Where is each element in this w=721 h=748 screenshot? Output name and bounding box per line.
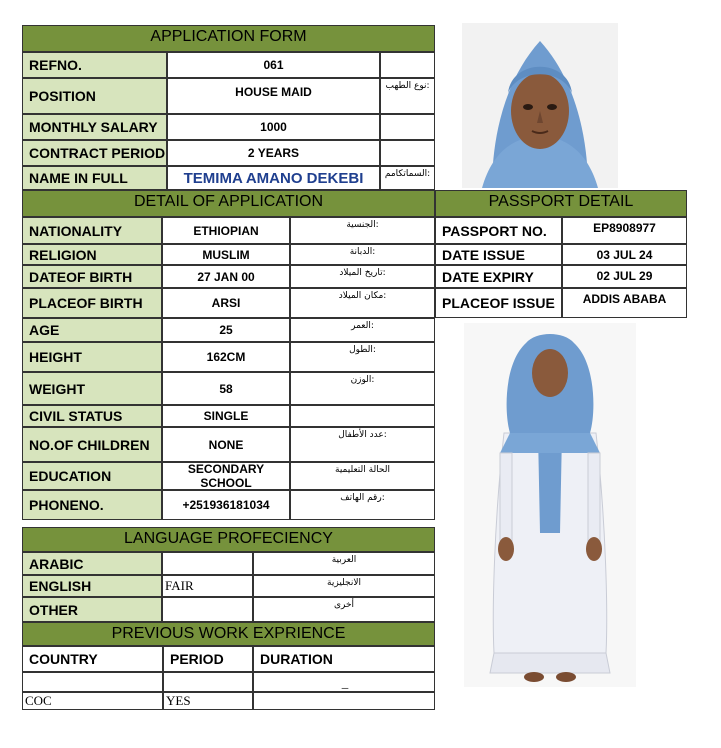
detail-label: EDUCATION: [22, 462, 162, 490]
language-label: OTHER: [22, 597, 162, 622]
language-value: [162, 552, 253, 575]
work-title: PREVIOUS WORK EXPRIENCE: [111, 625, 346, 642]
coc-extra-cell: [253, 692, 435, 710]
language-arabic: الانجليزية: [253, 575, 435, 597]
detail-value: 58: [162, 372, 290, 405]
detail-arabic: :مكان الميلاد: [290, 288, 435, 318]
detail-label: CIVIL STATUS: [22, 405, 162, 427]
portrait-illustration: [462, 23, 618, 188]
contract-value: 2 YEARS: [167, 140, 380, 166]
passport-value: 03 JUL 24: [562, 244, 687, 265]
work-row-period: [163, 672, 253, 692]
passport-value: EP8908977: [562, 217, 687, 244]
detail-value: ARSI: [162, 288, 290, 318]
detail-arabic: :تاريخ الميلاد: [290, 265, 435, 288]
detail-arabic: :عدد الأطفال: [290, 427, 435, 462]
language-label: ARABIC: [22, 552, 162, 575]
name-arabic: :السماتكامم: [380, 166, 435, 190]
detail-label: PLACEOF BIRTH: [22, 288, 162, 318]
salary-arabic-cell: [380, 114, 435, 140]
detail-value: SINGLE: [162, 405, 290, 427]
coc-value: YES: [163, 692, 253, 710]
detail-title: DETAIL OF APPLICATION: [133, 193, 324, 210]
name-label: NAME IN FULL: [22, 166, 167, 190]
work-header: [22, 622, 435, 646]
application-form-header: [22, 25, 435, 52]
ref-label: REFNO.: [22, 52, 167, 78]
position-label: POSITION: [22, 78, 167, 114]
detail-arabic: :الجنسية: [290, 217, 435, 244]
work-col-period: PERIOD: [163, 646, 253, 672]
detail-value: +251936181034: [162, 490, 290, 520]
contract-label: CONTRACT PERIOD: [22, 140, 167, 166]
detail-label: NATIONALITY: [22, 217, 162, 244]
detail-value: SECONDARY SCHOOL: [162, 462, 290, 490]
ref-value: 061: [167, 52, 380, 78]
name-value: TEMIMA AMANO DEKEBI: [167, 166, 380, 190]
work-row-country: [22, 672, 163, 692]
detail-value: 162CM: [162, 342, 290, 372]
detail-label: WEIGHT: [22, 372, 162, 405]
language-header: [22, 527, 435, 552]
passport-title: PASSPORT DETAIL: [488, 193, 634, 210]
full-body-illustration: [464, 323, 636, 687]
language-arabic: العربية: [253, 552, 435, 575]
work-col-country: COUNTRY: [22, 646, 163, 672]
language-value: [162, 597, 253, 622]
detail-label: HEIGHT: [22, 342, 162, 372]
position-value: HOUSE MAID: [167, 78, 380, 114]
coc-label: COC: [22, 692, 163, 710]
passport-header: [435, 190, 687, 217]
passport-label: DATE EXPIRY: [435, 265, 562, 288]
work-col-duration: DURATION: [253, 646, 435, 672]
ref-arabic-cell: [380, 52, 435, 78]
passport-label: PLACEOF ISSUE: [435, 288, 562, 318]
detail-arabic: :رقم الهاتف: [290, 490, 435, 520]
passport-label: PASSPORT NO.: [435, 217, 562, 244]
passport-value: 02 JUL 29: [562, 265, 687, 288]
portrait-photo: [462, 23, 618, 188]
detail-value: MUSLIM: [162, 244, 290, 265]
detail-arabic: :الدبانة: [290, 244, 435, 265]
passport-label: DATE ISSUE: [435, 244, 562, 265]
detail-label: DATEOF BIRTH: [22, 265, 162, 288]
detail-arabic: :الطول: [290, 342, 435, 372]
language-label: ENGLISH: [22, 575, 162, 597]
passport-value: ADDIS ABABA: [562, 288, 687, 318]
work-row-duration: _: [253, 672, 435, 692]
detail-value: 27 JAN 00: [162, 265, 290, 288]
salary-label: MONTHLY SALARY: [22, 114, 167, 140]
language-title: LANGUAGE PROFECIENCY: [124, 530, 333, 547]
detail-value: ETHIOPIAN: [162, 217, 290, 244]
detail-label: RELIGION: [22, 244, 162, 265]
detail-header: [22, 190, 435, 217]
detail-value: NONE: [162, 427, 290, 462]
position-arabic: :نوع الطهب: [380, 78, 435, 114]
language-value: FAIR: [162, 575, 253, 597]
detail-arabic: :العمر: [290, 318, 435, 342]
detail-arabic: الحالة التعليمية: [290, 462, 435, 490]
salary-value: 1000: [167, 114, 380, 140]
language-arabic: أخرى: [253, 597, 435, 622]
detail-label: PHONENO.: [22, 490, 162, 520]
application-form-title: APPLICATION FORM: [150, 28, 307, 45]
detail-label: AGE: [22, 318, 162, 342]
detail-label: NO.OF CHILDREN: [22, 427, 162, 462]
detail-value: 25: [162, 318, 290, 342]
contract-arabic-cell: [380, 140, 435, 166]
detail-arabic: :الوزن: [290, 372, 435, 405]
full-body-photo: [464, 323, 636, 687]
detail-arabic: [290, 405, 435, 427]
